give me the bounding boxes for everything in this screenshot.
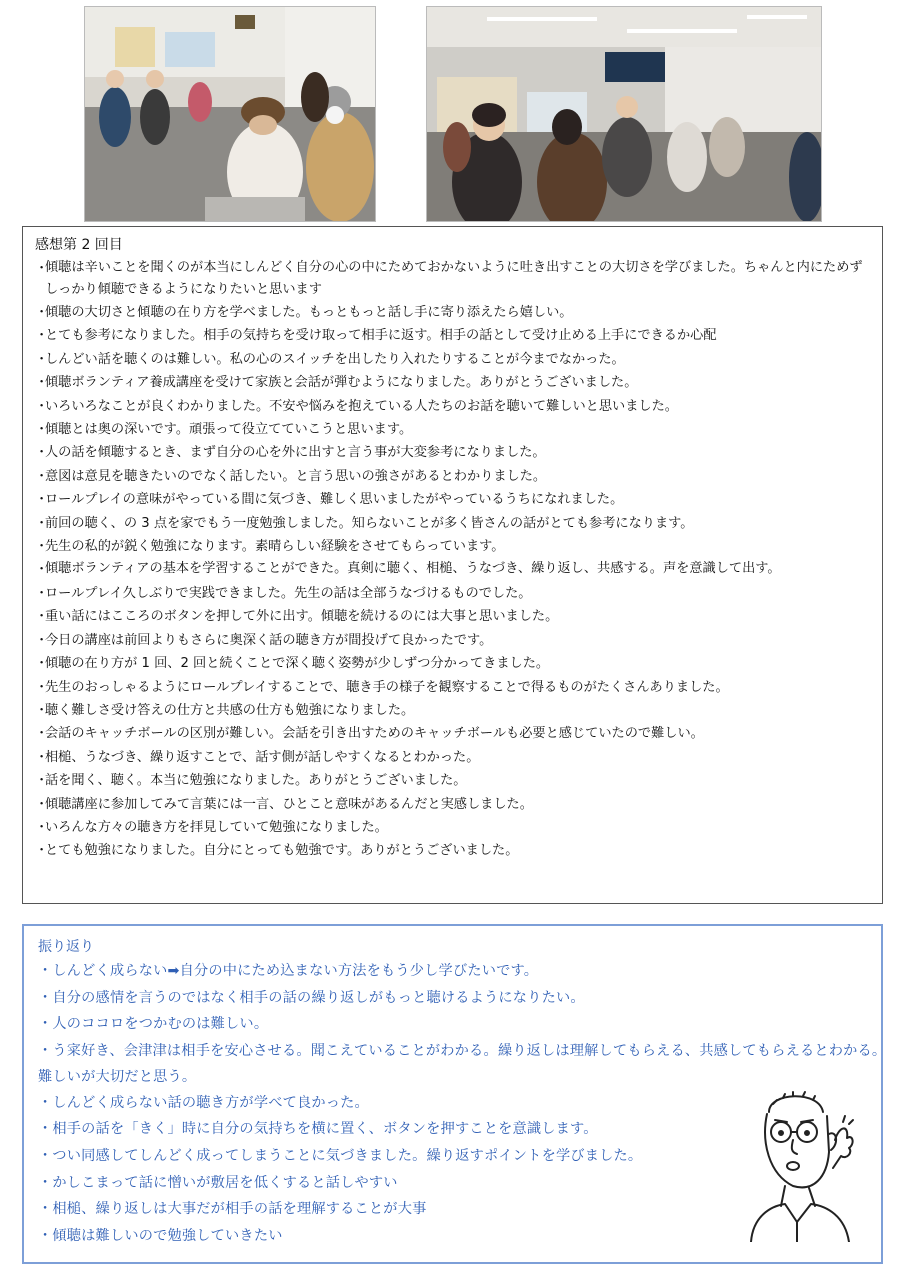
impression-item: ・ 今日の講座は前回よりもさらに奥深く話の聴き方が間投げて良かったです。 — [35, 632, 493, 648]
impression-item: ・ いろいろなことが良くわかりました。不安や悩みを抱えている人たちのお話を聴いて難しいと思いました。 — [35, 398, 678, 414]
reflection-title: 振り返り — [38, 939, 94, 955]
reflection-item: ・つい同感してしんどく成ってしまうことに気づきました。繰り返すポイントを学びました。 — [38, 1147, 643, 1164]
workshop-photo-left — [84, 6, 376, 222]
impression-item: ・ 話を聞く、聴く。本当に勉強になりました。ありがとうございました。 — [35, 773, 467, 789]
impressions-title: 感想第 2 回目 — [35, 237, 123, 253]
impression-item: ・ 前回の聴く、の 3 点を家でもう一度勉強しました。知らないことが多く皆さんの話がとても参考になります。 — [35, 515, 694, 531]
reflection-item: ・相手の話を「きく」時に自分の気持ちを横に置く、ボタンを押すことを意識します。 — [38, 1121, 598, 1138]
impression-item: ・ ロールプレイ久しぶりで実践できました。先生の話は全部うなづけるものでした。 — [35, 585, 532, 601]
impression-item: ・ 人の話を傾聴するとき、まず自分の心を外に出すと言う事が大変参考になりました。 — [35, 445, 546, 461]
impression-item: ・ 会話のキャッチボールの区別が難しい。会話を引き出すためのキャッチボールも必要と感じていたので難しい。 — [35, 726, 704, 742]
impression-item: ・ 聴く難しさ受け答えの仕方と共感の仕方も勉強になりました。 — [35, 702, 415, 718]
impressions-box — [22, 226, 883, 904]
impressions-list — [35, 257, 872, 863]
impression-item: ・ 傾聴ボランティア養成講座を受けて家族と会話が弾むようになりました。ありがとうございました。 — [35, 375, 638, 391]
impression-item: ・ 先生の私的が鋭く勉強になります。素晴らしい経験をさせてもらっています。 — [35, 539, 505, 555]
impression-item: ・ ロールプレイの意味がやっている間に気づき、難しく思いましたがやっているうちになれました。 — [35, 492, 624, 508]
impression-item: ・ いろんな方々の聴き方を拝見していて勉強になりました。 — [35, 819, 388, 835]
impression-item: ・ しんどい話を聴くのは難しい。私の心のスイッチを出したり入れたりすることが今までなかった。 — [35, 351, 625, 367]
impression-item: ・ 傾聴ボランティアの基本を学習することができた。真剣に聴く、相槌、うなづき、繰り返し、共感する。声を意識して出す。 — [35, 561, 781, 578]
impression-item: ・ 相槌、うなづき、繰り返すことで、話す側が話しやすくなるとわかった。 — [35, 749, 480, 765]
impression-item: ・ 傾聴とは奥の深いです。頑張って役立てていこうと思います。 — [35, 422, 413, 438]
impression-item: ・ とても参考になりました。相手の気持ちを受け取って相手に返す。相手の話として受け止める上手にできるか心配 — [35, 328, 717, 344]
reflection-item: ・しんどく成らない➡自分の中にため込まない方法をもう少し学びたいです。 — [38, 963, 539, 979]
reflection-item: ・かしこまって話に憎いが敷居を低くすると話しやすい — [38, 1174, 398, 1191]
impression-item: ・ 意図は意見を聴きたいのでなく話したい。と言う思いの強さがあるとわかりました。 — [35, 468, 547, 484]
reflection-item: ・傾聴は難しいので勉強していきたい — [38, 1227, 283, 1244]
impression-item: ・ 傾聴の大切さと傾聴の在り方を学べました。もっともっと話し手に寄り添えたら嬉しい。 — [35, 305, 573, 320]
workshop-photo-right — [426, 6, 822, 222]
reflection-item: ・相槌、繰り返しは大事だが相手の話を理解することが大事 — [38, 1201, 427, 1218]
reflection-item: ・しんどく成らない話の聴き方が学べて良かった。 — [38, 1094, 369, 1111]
impression-item: ・ 傾聴の在り方が 1 回、2 回と続くことで深く聴く姿勢が少しずつ分かってきました。 — [35, 656, 550, 672]
impression-item: ・ とても勉強になりました。自分にとっても勉強です。ありがとうございました。 — [35, 843, 519, 859]
reflection-item: ・自分の感情を言うのではなく相手の話の繰り返しがもっと聴けるようになりたい。 — [38, 989, 585, 1006]
impression-item: ・ 重い話にはこころのボタンを押して外に出す。傾聴を続けるのには大事と思いました。 — [35, 609, 559, 625]
impression-item: ・ 傾聴は辛いことを聞くのが本当にしんどく自分の心の中にためておかないように吐き出すことの大切さを学びました。ちゃんと内にためずしっかり傾聴できるようになりたいと思います — [35, 260, 863, 297]
reflection-item: ・う寀好き、会津津は相手を安心させる。聞こえていることがわかる。繰り返しは理解してもらえる、共感してもらえるとわかる。難しいが大切だと思う。 — [38, 1042, 887, 1085]
reflection-box — [22, 924, 887, 1264]
reflection-item: ・人のココロをつかむのは難しい。 — [38, 1016, 269, 1033]
listening-man-illustration — [741, 1082, 861, 1242]
impression-item: ・ 先生のおっしゃるようにロールプレイすることで、聴き手の様子を観察することで得るものがたくさんありました。 — [35, 679, 729, 695]
impression-item: ・ 傾聴講座に参加してみて言葉には一言、ひとこと意味があるんだと実感しました。 — [35, 796, 533, 812]
